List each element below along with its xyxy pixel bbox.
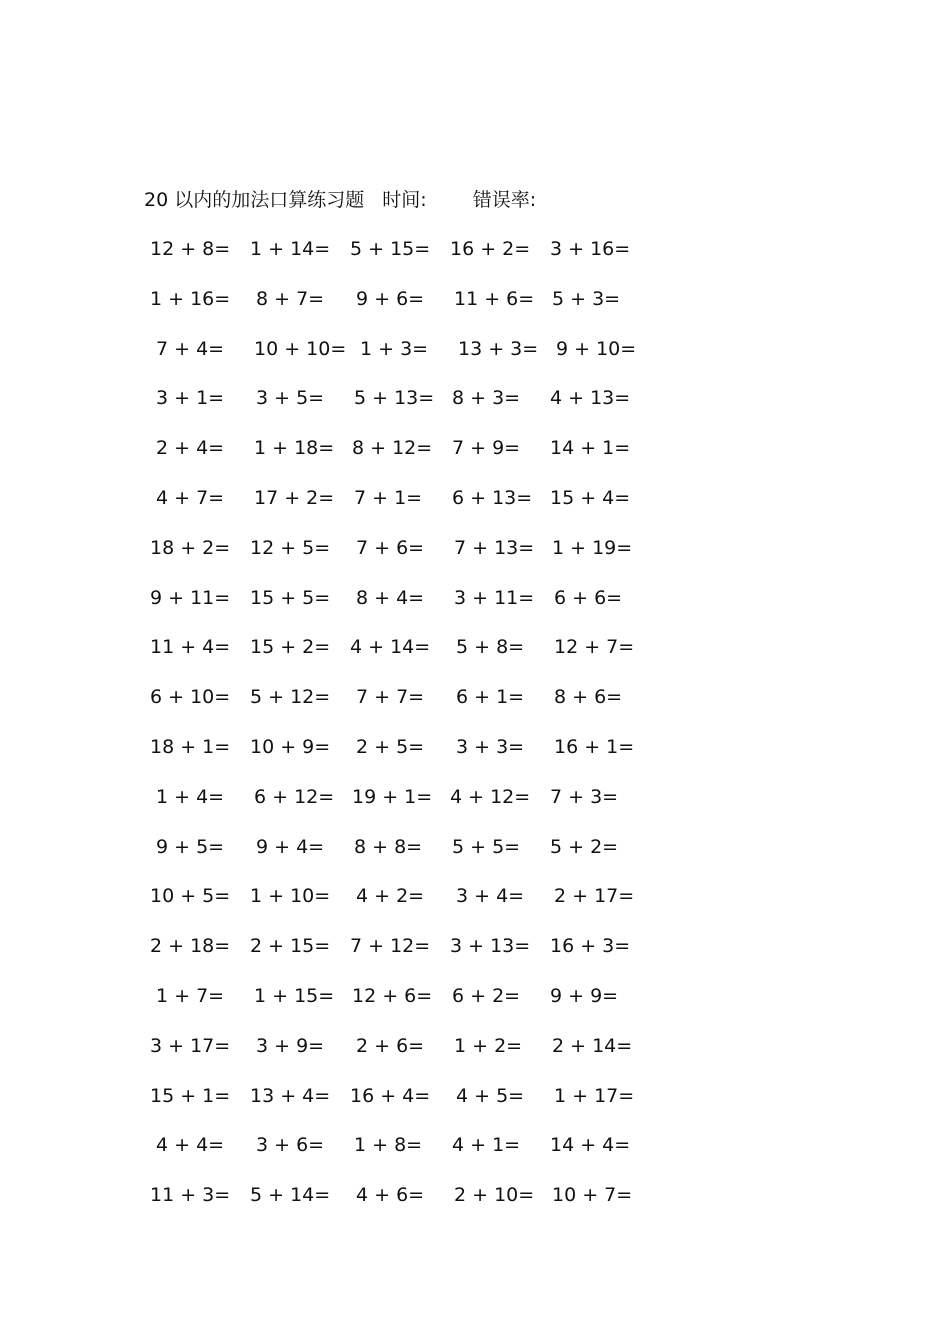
problem-item: 1 + 10= <box>250 885 331 908</box>
problem-item: 8 + 4= <box>356 586 425 609</box>
problem-item: 2 + 15= <box>250 935 331 958</box>
problem-item: 5 + 13= <box>354 387 435 410</box>
problem-item: 11 + 3= <box>150 1184 231 1207</box>
problem-item: 4 + 5= <box>456 1084 525 1107</box>
problem-row <box>148 684 654 734</box>
problem-item: 2 + 10= <box>454 1184 535 1207</box>
problem-item: 1 + 4= <box>156 785 225 808</box>
problem-item: 12 + 6= <box>352 984 433 1007</box>
problem-item: 11 + 6= <box>454 287 535 310</box>
problem-item: 4 + 13= <box>550 387 631 410</box>
problem-item: 6 + 12= <box>254 785 335 808</box>
problem-item: 12 + 7= <box>554 636 635 659</box>
problem-item: 6 + 2= <box>452 984 521 1007</box>
problem-item: 1 + 16= <box>150 287 231 310</box>
problem-item: 2 + 17= <box>554 885 635 908</box>
problem-item: 7 + 7= <box>356 686 425 709</box>
problem-item: 16 + 1= <box>554 735 635 758</box>
problem-item: 11 + 4= <box>150 636 231 659</box>
problem-item: 4 + 6= <box>356 1184 425 1207</box>
problem-item: 9 + 4= <box>256 835 325 858</box>
problem-item: 1 + 8= <box>354 1134 423 1157</box>
problem-item: 8 + 6= <box>554 686 623 709</box>
problem-item: 1 + 3= <box>360 337 429 360</box>
problem-item: 3 + 13= <box>450 935 531 958</box>
problem-item: 3 + 16= <box>550 238 631 260</box>
problem-row <box>148 286 654 336</box>
problem-row <box>148 734 654 784</box>
problem-row <box>148 883 654 933</box>
problem-item: 2 + 18= <box>150 935 231 958</box>
problem-item: 4 + 1= <box>452 1134 521 1157</box>
problem-row <box>148 1182 654 1232</box>
problem-item: 9 + 10= <box>556 337 637 360</box>
problem-item: 3 + 1= <box>156 387 225 410</box>
problem-item: 12 + 8= <box>150 238 231 260</box>
problem-item: 3 + 5= <box>256 387 325 410</box>
problem-item: 14 + 4= <box>550 1134 631 1157</box>
problem-item: 7 + 9= <box>452 437 521 460</box>
problem-item: 6 + 13= <box>452 486 533 509</box>
problem-item: 5 + 8= <box>456 636 525 659</box>
problem-item: 1 + 7= <box>156 984 225 1007</box>
problem-item: 6 + 10= <box>150 686 231 709</box>
problem-item: 9 + 6= <box>356 287 425 310</box>
problem-item: 3 + 17= <box>150 1034 231 1057</box>
problem-item: 18 + 2= <box>150 536 231 559</box>
problem-item: 1 + 19= <box>552 536 633 559</box>
problem-item: 12 + 5= <box>250 536 331 559</box>
problem-item: 7 + 12= <box>350 935 431 958</box>
problem-item: 4 + 2= <box>356 885 425 908</box>
problem-row <box>148 1033 654 1083</box>
problem-item: 1 + 17= <box>554 1084 635 1107</box>
problem-item: 14 + 1= <box>550 437 631 460</box>
problem-row <box>148 485 654 535</box>
problem-item: 16 + 2= <box>450 238 531 260</box>
problem-row <box>148 535 654 585</box>
problem-item: 9 + 5= <box>156 835 225 858</box>
problem-item: 10 + 9= <box>250 735 331 758</box>
problem-item: 10 + 7= <box>552 1184 633 1207</box>
problem-item: 8 + 7= <box>256 287 325 310</box>
problem-item: 7 + 3= <box>550 785 619 808</box>
problem-item: 5 + 15= <box>350 238 431 260</box>
problem-item: 4 + 4= <box>156 1134 225 1157</box>
problem-item: 3 + 9= <box>256 1034 325 1057</box>
problem-row <box>148 236 654 286</box>
problem-item: 7 + 4= <box>156 337 225 360</box>
problem-item: 3 + 4= <box>456 885 525 908</box>
problem-item: 18 + 1= <box>150 735 231 758</box>
problem-item: 15 + 4= <box>550 486 631 509</box>
problem-row <box>148 336 654 386</box>
problem-item: 7 + 13= <box>454 536 535 559</box>
problem-item: 10 + 5= <box>150 885 231 908</box>
problem-item: 4 + 14= <box>350 636 431 659</box>
problem-item: 16 + 3= <box>550 935 631 958</box>
problem-item: 2 + 14= <box>552 1034 633 1057</box>
problem-item: 17 + 2= <box>254 486 335 509</box>
problem-item: 4 + 12= <box>450 785 531 808</box>
worksheet-title: 20 以内的加法口算练习题 <box>144 189 365 211</box>
problem-row <box>148 585 654 635</box>
problem-item: 2 + 4= <box>156 437 225 460</box>
error-rate-label: 错误率: <box>472 189 537 211</box>
problem-item: 10 + 10= <box>254 337 347 360</box>
problem-item: 8 + 12= <box>352 437 433 460</box>
problem-item: 15 + 2= <box>250 636 331 659</box>
problem-row <box>148 983 654 1033</box>
problem-row <box>148 1132 654 1182</box>
problem-item: 6 + 6= <box>554 586 623 609</box>
problem-item: 13 + 3= <box>458 337 539 360</box>
problem-item: 15 + 1= <box>150 1084 231 1107</box>
problem-row <box>148 834 654 884</box>
problem-item: 1 + 15= <box>254 984 335 1007</box>
time-label: 时间: <box>382 189 427 211</box>
problem-item: 4 + 7= <box>156 486 225 509</box>
problem-item: 3 + 3= <box>456 735 525 758</box>
problem-item: 5 + 12= <box>250 686 331 709</box>
problem-item: 19 + 1= <box>352 785 433 808</box>
problem-item: 3 + 11= <box>454 586 535 609</box>
problem-item: 5 + 5= <box>452 835 521 858</box>
problem-item: 8 + 3= <box>452 387 521 410</box>
problem-row <box>148 933 654 983</box>
problem-item: 2 + 5= <box>356 735 425 758</box>
problem-item: 1 + 18= <box>254 437 335 460</box>
problem-item: 7 + 6= <box>356 536 425 559</box>
problem-item: 8 + 8= <box>354 835 423 858</box>
problem-item: 9 + 11= <box>150 586 231 609</box>
problem-row <box>148 634 654 684</box>
problem-row <box>148 385 654 435</box>
problem-item: 9 + 9= <box>550 984 619 1007</box>
problem-item: 5 + 3= <box>552 287 621 310</box>
problem-item: 15 + 5= <box>250 586 331 609</box>
problem-item: 2 + 6= <box>356 1034 425 1057</box>
problem-grid <box>148 236 654 1232</box>
problem-item: 7 + 1= <box>354 486 423 509</box>
problem-item: 3 + 6= <box>256 1134 325 1157</box>
problem-row <box>148 435 654 485</box>
problem-item: 1 + 14= <box>250 238 331 260</box>
problem-item: 5 + 2= <box>550 835 619 858</box>
problem-row <box>148 1083 654 1133</box>
problem-item: 1 + 2= <box>454 1034 523 1057</box>
problem-item: 13 + 4= <box>250 1084 331 1107</box>
problem-item: 6 + 1= <box>456 686 525 709</box>
problem-item: 16 + 4= <box>350 1084 431 1107</box>
problem-row <box>148 784 654 834</box>
problem-item: 5 + 14= <box>250 1184 331 1207</box>
worksheet-header <box>144 186 536 214</box>
